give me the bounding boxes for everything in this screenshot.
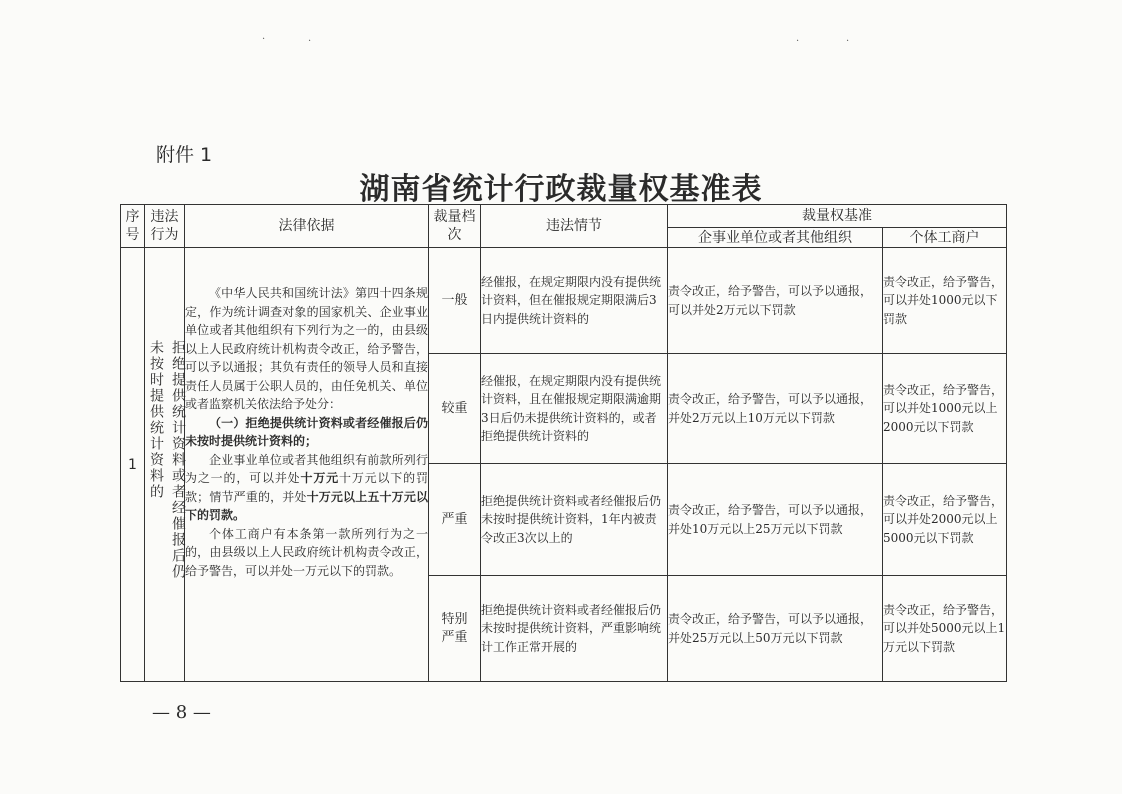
header-legal-basis: 法律依据 [185,205,429,248]
row-seq: 1 [121,248,145,682]
header-circumstances: 违法情节 [481,205,668,248]
circumstances-cell: 拒绝提供统计资料或者经催报后仍未按时提供统计资料，严重影响统计工作正常开展的 [481,576,668,682]
header-level: 裁量档次 [429,205,481,248]
individual-penalty-cell: 责令改正，给予警告，可以并处5000元以上1万元以下罚款 [883,576,1007,682]
individual-penalty-cell: 责令改正，给予警告，可以并处1000元以下罚款 [883,248,1007,354]
circumstances-cell: 经催报，在规定期限内没有提供统计资料，但在催报规定期限满后3日内提供统计资料的 [481,248,668,354]
scan-speck: · [846,36,850,47]
attachment-label: 附件 1 [156,144,213,166]
level-name: 较重 [429,354,481,464]
org-penalty-cell: 责令改正，给予警告，可以予以通报，可以并处2万元以下罚款 [668,248,883,354]
legal-basis-para-4: 个体工商户有本条第一款所列行为之一的，由县级以上人民政府统计机构责令改正，给予警告，可以并处一万元以下的罚款。 [185,526,428,578]
level-name: 严重 [429,464,481,576]
org-penalty-cell: 责令改正，给予警告，可以予以通报，并处10万元以上25万元以下罚款 [668,464,883,576]
circumstances-cell: 拒绝提供统计资料或者经催报后仍未按时提供统计资料，1年内被责令改正3次以上的 [481,464,668,576]
header-individual: 个体工商户 [883,228,1007,248]
org-penalty-cell: 责令改正，给予警告，可以予以通报，并处2万元以上10万元以下罚款 [668,354,883,464]
header-seq: 序号 [121,205,145,248]
level-name: 一般 [429,248,481,354]
level-name: 特别严重 [429,576,481,682]
document-title: 湖南省统计行政裁量权基准表 [359,172,763,207]
header-org: 企事业单位或者其他组织 [668,228,883,248]
scan-speck: · [262,34,266,45]
row-violation: 拒绝提供统计资料或者经催报后仍未按时提供统计资料的 [145,248,185,682]
legal-basis-para-3: 企业事业单位或者其他组织有前款所列行为之一的，可以并处十万元十万元以下的罚款；情节严重的，并处十万元以上五十万元以下的罚款。 [185,452,428,522]
legal-basis-para-1: 《中华人民共和国统计法》第四十四条规定，作为统计调查对象的国家机关、企业事业单位或者其他组织有下列行为之一的，由县级以上人民政府统计机构责令改正，给予警告，可以予以通报；其负有责任的领导人员和直接责任人员属于公职人员的，由任免机关、单位或者监察机关依法给予处分： [185,286,428,411]
benchmark-table [120,204,1007,682]
page-number: — 8 — [152,702,211,723]
individual-penalty-cell: 责令改正，给予警告，可以并处1000元以上2000元以下罚款 [883,354,1007,464]
legal-basis-text [185,248,429,682]
circumstances-cell: 经催报，在规定期限内没有提供统计资料，且在催报规定期限满逾期3日后仍未提供统计资料的，或者拒绝提供统计资料的 [481,354,668,464]
header-benchmark: 裁量权基准 [668,205,1007,228]
scan-speck: · [796,36,800,47]
individual-penalty-cell: 责令改正，给予警告，可以并处2000元以上5000元以下罚款 [883,464,1007,576]
legal-basis-para-2: （一）拒绝提供统计资料或者经催报后仍未按时提供统计资料的； [185,415,428,448]
scan-speck: · [308,36,312,47]
org-penalty-cell: 责令改正，给予警告，可以予以通报，并处25万元以上50万元以下罚款 [668,576,883,682]
header-violation: 违法行为 [145,205,185,248]
